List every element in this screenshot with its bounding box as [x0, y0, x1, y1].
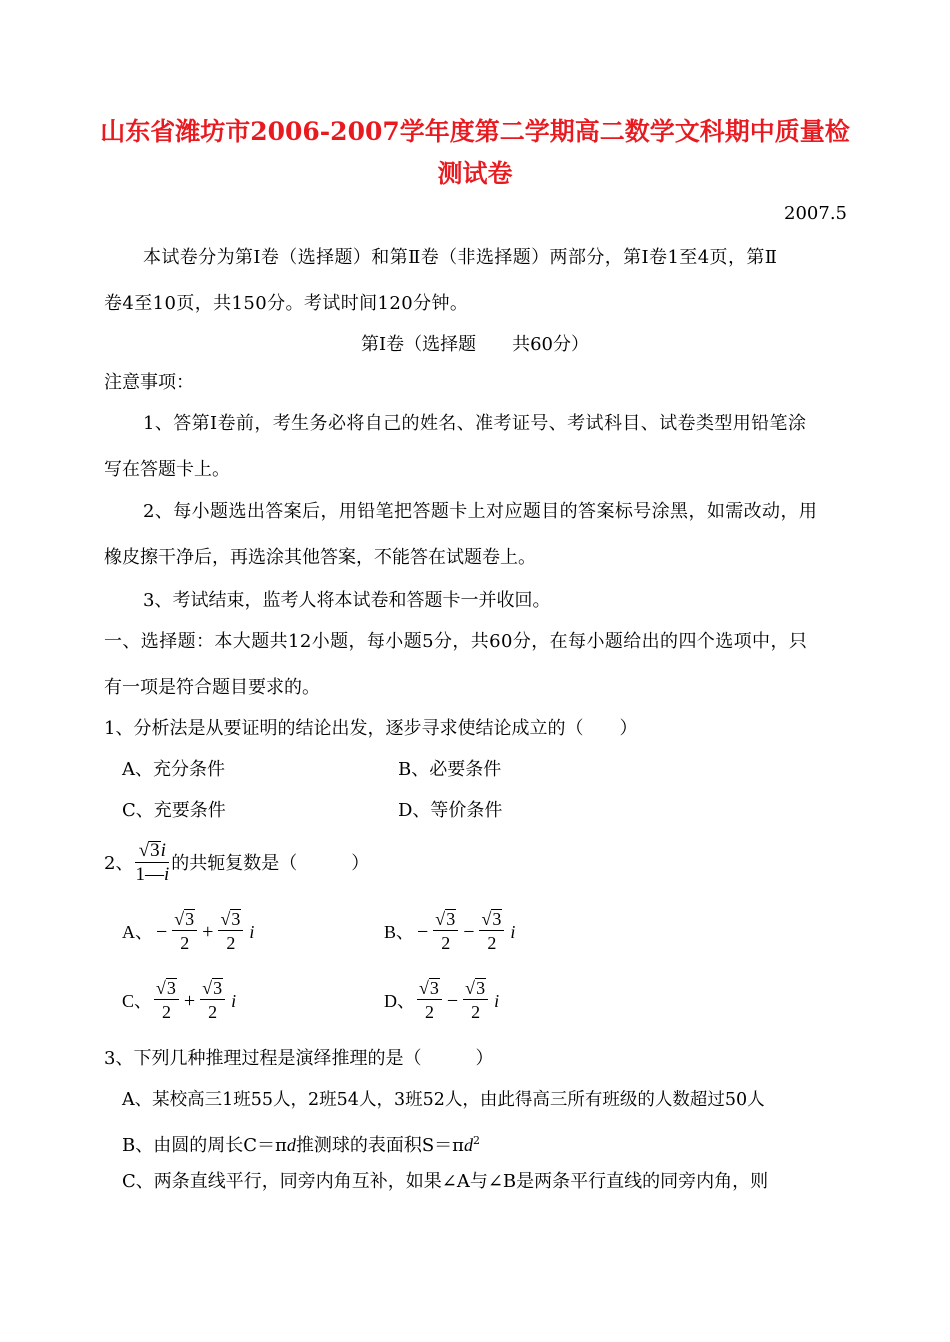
- q2-d-rad1: 3: [429, 978, 439, 998]
- q2-c-plus: +: [183, 989, 196, 1012]
- notice-item1-line1: 1、答第Ⅰ卷前，考生务必将自己的姓名、准考证号、考试科目、试卷类型用铅笔涂: [143, 413, 807, 434]
- q2-a-rad1: 3: [185, 909, 195, 929]
- q2-frac-var: i: [160, 840, 166, 861]
- q2-number: 2、: [104, 852, 134, 874]
- q3-option-c: C、两条直线平行，同旁内角互补，如果∠A与∠B是两条平行直线的同旁内角，则: [122, 1171, 769, 1192]
- q2-d-rad2: 3: [476, 978, 486, 998]
- intro-line2: 卷4至10页，共150分。考试时间120分钟。: [104, 293, 469, 314]
- q2-c-i: i: [231, 990, 237, 1011]
- q2-fraction: $\frac{√3i}{1—i}$: [135, 840, 170, 885]
- intro-line1: 本试卷分为第Ⅰ卷（选择题）和第Ⅱ卷（非选择题）两部分，第Ⅰ卷1至4页，第Ⅱ: [143, 247, 778, 268]
- q2-d-label: D、: [384, 990, 415, 1011]
- q2-c-den2: 2: [208, 1002, 218, 1022]
- q2-a-plus: +: [202, 920, 214, 943]
- q2-b-minus1: −: [417, 920, 429, 943]
- q3-stem: 3、下列几种推理过程是演绎推理的是（ ）: [104, 1048, 494, 1069]
- q3-b-d2: d: [464, 1135, 474, 1155]
- q3-b-pre: B、由圆的周长C＝π: [122, 1135, 287, 1156]
- q2-c-rad2: 3: [213, 978, 223, 998]
- part-one-line1: 一、选择题：本大题共12小题，每小题5分，共60分，在每小题给出的四个选项中，只: [104, 631, 808, 652]
- exam-title-line2: 测试卷: [437, 159, 513, 188]
- q2-d-minus: −: [446, 989, 459, 1012]
- q2-d-den2: 2: [471, 1002, 481, 1022]
- section-heading: 第Ⅰ卷（选择题 共60分）: [360, 334, 589, 355]
- q2-option-b: B、 − $\frac{√3}{2}$ − $\frac{√3}{2}$ i: [384, 909, 516, 953]
- q2-b-label: B、: [384, 921, 415, 942]
- notice-item1-line2: 写在答题卡上。: [104, 459, 230, 480]
- q2-c-den1: 2: [161, 1002, 171, 1022]
- q1-option-d: D、等价条件: [398, 800, 503, 821]
- q1-option-b: B、必要条件: [398, 759, 502, 780]
- q2-a-den1: 2: [180, 933, 190, 953]
- q2-b-minus2: −: [463, 920, 475, 943]
- q2-a-label: A、: [122, 921, 153, 942]
- q2-a-rad2: 3: [231, 909, 241, 929]
- q3-option-b: [122, 1129, 480, 1158]
- q2-frac-den: 1—: [135, 864, 164, 885]
- notice-item3: 3、考试结束，监考人将本试卷和答题卡一并收回。: [143, 590, 551, 611]
- q2-option-d: D、 $\frac{√3}{2}$ − $\frac{√3}{2}$ i: [384, 978, 500, 1022]
- q2-stem: [104, 840, 369, 887]
- q2-option-c: C、 $\frac{√3}{2}$ + $\frac{√3}{2}$ i: [122, 978, 237, 1022]
- q2-a-i: i: [249, 921, 255, 942]
- q2-b-rad2: 3: [492, 909, 502, 929]
- q1-stem: 1、分析法是从要证明的结论出发，逐步寻求使结论成立的（ ）: [104, 718, 638, 739]
- q2-b-den2: 2: [487, 933, 497, 953]
- q2-b-i: i: [510, 921, 516, 942]
- part-one-line2: 有一项是符合题目要求的。: [104, 677, 320, 698]
- notice-item2-line2: 橡皮擦干净后，再选涂其他答案，不能答在试题卷上。: [104, 547, 536, 568]
- exam-title-line1: 山东省潍坊市2006-2007学年度第二学期高二数学文科期中质量检: [100, 117, 850, 146]
- q2-c-rad1: 3: [166, 978, 176, 998]
- q3-option-a: A、某校高三1班55人，2班54人，3班52人，由此得高三所有班级的人数超过50人: [122, 1090, 765, 1110]
- q3-b-d1: d: [286, 1135, 296, 1155]
- q2-a-den2: 2: [226, 933, 236, 953]
- q2-stem-tail: 的共轭复数是（ ）: [171, 852, 370, 874]
- q2-option-a: A、 − $\frac{√3}{2}$ + $\frac{√3}{2}$ i: [122, 909, 255, 953]
- notice-heading: 注意事项：: [104, 372, 194, 393]
- q1-option-a: A、充分条件: [122, 759, 225, 780]
- q2-b-rad1: 3: [446, 909, 456, 929]
- q2-d-i: i: [494, 990, 500, 1011]
- q2-d-den1: 2: [424, 1002, 434, 1022]
- notice-item2-line1: 2、每小题选出答案后，用铅笔把答题卡上对应题目的答案标号涂黑，如需改动，用: [143, 501, 818, 522]
- exam-date: 2007.5: [784, 203, 847, 224]
- q2-b-den1: 2: [441, 933, 451, 953]
- q1-option-c: C、充要条件: [122, 800, 226, 821]
- q3-b-mid: 推测球的表面积S＝π: [295, 1135, 465, 1156]
- q2-frac-rad: 3: [150, 840, 160, 861]
- q2-c-label: C、: [122, 990, 153, 1011]
- q3-b-sup: 2: [473, 1134, 481, 1147]
- q2-a-minus: −: [156, 920, 168, 943]
- q2-frac-den-var: i: [163, 864, 170, 885]
